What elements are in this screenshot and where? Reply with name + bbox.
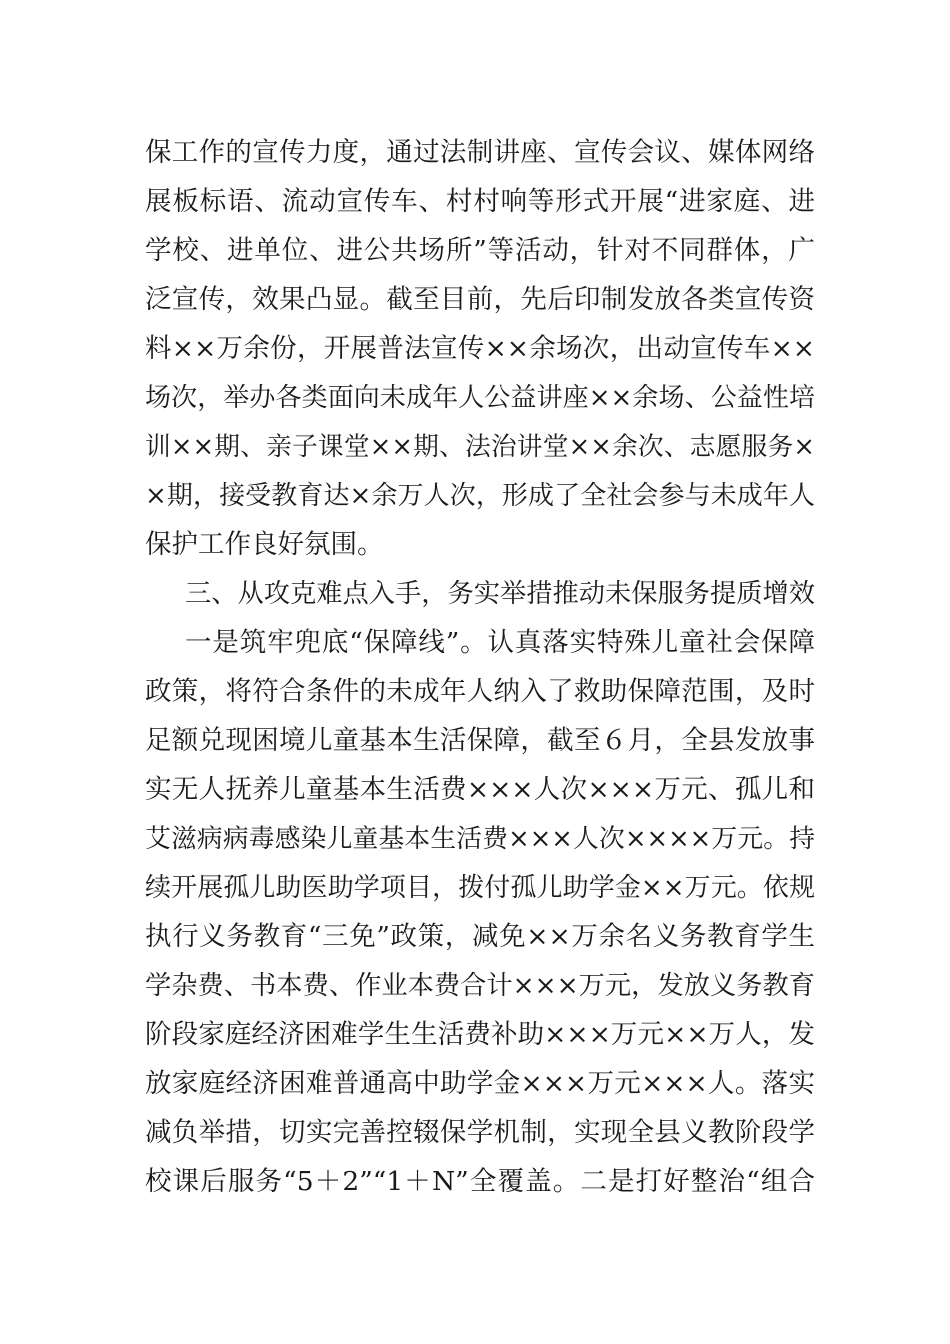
body-text-line: 学杂费、书本费、作业本费合计×××万元，发放义务教育 [145,971,815,1001]
body-text-line: 实无人抚养儿童基本生活费×××人次×××万元、孤儿和 [145,774,815,805]
section-heading: 三、从攻克难点入手，务实举措推动未保服务提质增效 [185,579,815,609]
body-text-line: 保护工作良好氛围。 [145,529,384,560]
body-text-line: 展板标语、流动宣传车、村村响等形式开展“进家庭、进 [145,186,815,217]
body-text-line: 训××期、亲子课堂××期、法治讲堂××余次、志愿服务× [145,432,815,462]
paragraph-first-line: 一是筑牢兜底“保障线”。认真落实特殊儿童社会保障 [185,627,815,658]
body-text-line: 续开展孤儿助医助学项目，拨付孤儿助学金××万元。依规 [145,873,815,903]
body-text-line: 校课后服务“5＋2”“1＋N”全覆盖。二是打好整治“组合 [145,1166,815,1197]
body-text-line: 放家庭经济困难普通高中助学金×××万元×××人。落实 [145,1068,815,1099]
body-text-line: 阶段家庭经济困难学生生活费补助×××万元××万人，发 [145,1019,815,1050]
body-text-line: 学校、进单位、进公共场所”等活动，针对不同群体，广 [145,235,815,266]
body-text-line: 场次，举办各类面向未成年人公益讲座××余场、公益性培 [145,383,815,413]
body-text-line: 保工作的宣传力度，通过法制讲座、宣传会议、媒体网络 [145,137,815,168]
body-text-line: 执行义务教育“三免”政策，减免××万余名义务教育学生 [145,921,815,952]
body-text-line: ×期，接受教育达×余万人次，形成了全社会参与未成年人 [145,481,815,511]
body-text-line: 艾滋病病毒感染儿童基本生活费×××人次××××万元。持 [145,824,815,854]
body-text-line: 料××万余份，开展普法宣传××余场次，出动宣传车×× [145,333,815,364]
body-text-line: 减负举措，切实完善控辍保学机制，实现全县义教阶段学 [145,1117,815,1148]
body-text-line: 泛宣传，效果凸显。截至目前，先后印制发放各类宣传资 [145,284,815,315]
body-text-line: 政策，将符合条件的未成年人纳入了救助保障范围，及时 [145,676,815,707]
body-text-line: 足额兑现困境儿童基本生活保障，截至６月，全县发放事 [145,725,815,756]
